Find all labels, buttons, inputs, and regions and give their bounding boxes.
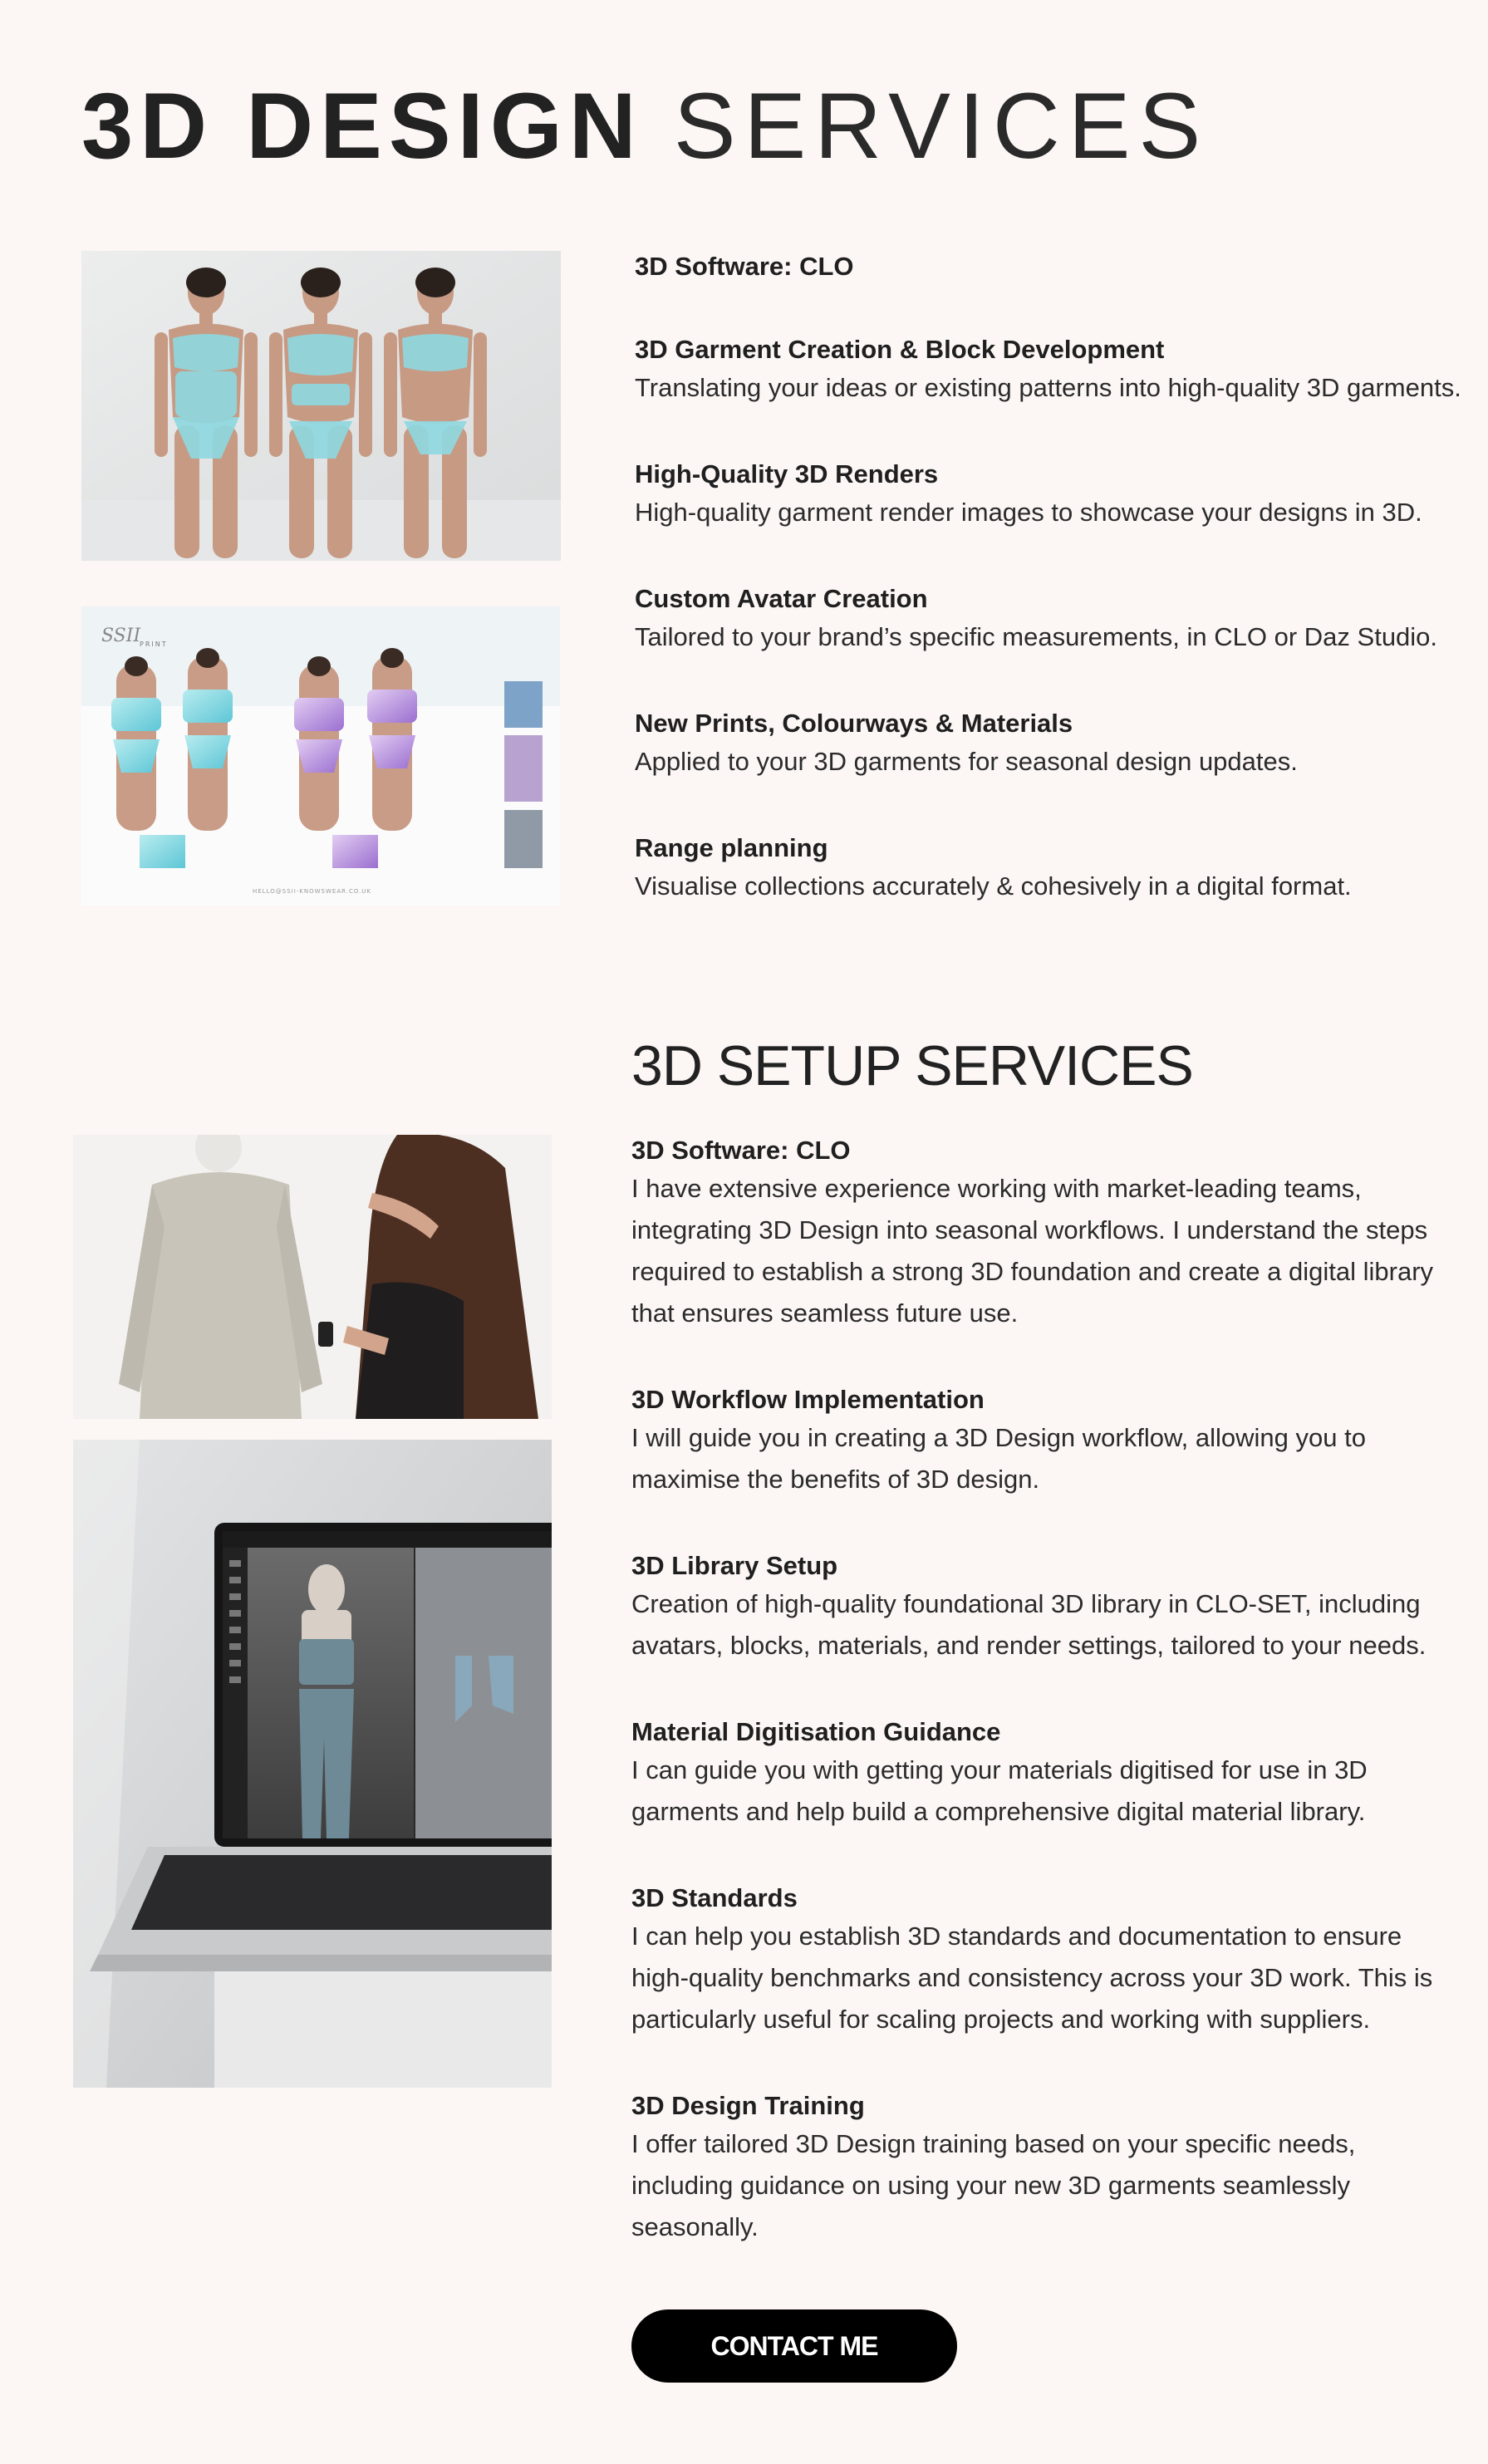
setup-service-line: I have extensive experience working with market-leading teams,: [631, 1174, 1362, 1203]
setup-service-heading: 3D Design Training: [631, 2091, 865, 2120]
contact-me-button[interactable]: CONTACT ME: [631, 2309, 957, 2383]
design-service-body: Applied to your 3D garments for seasonal design updates.: [635, 747, 1298, 776]
setup-service-item: [631, 1549, 1426, 1666]
setup-service-item: [631, 1133, 1433, 1334]
design-service-item: [635, 831, 1352, 907]
setup-service-item: [631, 1382, 1366, 1500]
setup-service-line: including guidance on using your new 3D garments seamlessly: [631, 2171, 1351, 2200]
design-service-item: [635, 332, 1461, 409]
setup-service-line: high-quality benchmarks and consistency across your 3D work. This is: [631, 1963, 1433, 1992]
avatars-lingerie-render-image: [81, 251, 561, 561]
design-service-heading: New Prints, Colourways & Materials: [635, 709, 1073, 738]
print-colourway-board-image: [81, 606, 560, 906]
design-service-heading: High-Quality 3D Renders: [635, 459, 939, 488]
design-service-heading: Custom Avatar Creation: [635, 584, 928, 613]
design-service-item: [635, 457, 1422, 533]
setup-service-line: I will guide you in creating a 3D Design workflow, allowing you to: [631, 1423, 1366, 1452]
setup-service-item: [631, 1881, 1432, 2040]
design-service-heading: 3D Software: CLO: [635, 252, 854, 281]
setup-service-item: [631, 2089, 1355, 2248]
setup-service-line: Creation of high-quality foundational 3D library in CLO-SET, including: [631, 1589, 1421, 1618]
setup-service-line: garments and help build a comprehensive digital material library.: [631, 1797, 1366, 1826]
design-service-body: High-quality garment render images to showcase your designs in 3D.: [635, 498, 1422, 527]
setup-service-line: integrating 3D Design into seasonal workflows. I understand the steps: [631, 1215, 1428, 1244]
page-title-light: SERVICES: [673, 74, 1210, 178]
setup-service-line: I offer tailored 3D Design training based on your specific needs,: [631, 2129, 1356, 2158]
setup-service-line: seasonally.: [631, 2212, 759, 2241]
page-title-bold: 3D DESIGN: [81, 74, 643, 178]
setup-service-line: required to establish a strong 3D foundation and create a digital library: [631, 1257, 1434, 1286]
board-logo-text: SSII: [101, 626, 141, 646]
design-service-body: Visualise collections accurately & cohesively in a digital format.: [635, 871, 1352, 901]
board-logo-subtext: PRINT: [140, 641, 168, 648]
design-service-item: [635, 249, 854, 284]
page-title: [81, 73, 1209, 179]
design-service-heading: Range planning: [635, 833, 828, 862]
design-service-body: Tailored to your brand’s specific measurements, in CLO or Daz Studio.: [635, 622, 1438, 651]
setup-service-heading: 3D Software: CLO: [631, 1136, 851, 1165]
setup-service-line: particularly useful for scaling projects and working with suppliers.: [631, 2005, 1371, 2034]
setup-services-title: 3D SETUP SERVICES: [631, 1034, 1193, 1097]
setup-service-heading: Material Digitisation Guidance: [631, 1717, 1001, 1746]
laptop-clo-software-photo: [73, 1440, 552, 2088]
designer-fitting-photo: [73, 1135, 552, 1419]
design-service-item: [635, 582, 1437, 658]
setup-service-heading: 3D Standards: [631, 1883, 798, 1912]
design-service-body: Translating your ideas or existing patterns into high-quality 3D garments.: [635, 373, 1461, 402]
setup-service-line: that ensures seamless future use.: [631, 1298, 1019, 1328]
setup-service-heading: 3D Library Setup: [631, 1551, 838, 1580]
setup-service-line: maximise the benefits of 3D design.: [631, 1465, 1040, 1494]
design-service-item: [635, 706, 1298, 783]
setup-service-line: avatars, blocks, materials, and render settings, tailored to your needs.: [631, 1631, 1427, 1660]
setup-service-line: I can help you establish 3D standards and documentation to ensure: [631, 1922, 1402, 1951]
design-service-heading: 3D Garment Creation & Block Development: [635, 335, 1165, 364]
setup-service-item: [631, 1715, 1368, 1833]
board-footer-text: HELLO@SSII-KNOWSWEAR.CO.UK: [253, 888, 372, 895]
setup-service-heading: 3D Workflow Implementation: [631, 1385, 985, 1414]
setup-service-line: I can guide you with getting your materials digitised for use in 3D: [631, 1755, 1368, 1784]
